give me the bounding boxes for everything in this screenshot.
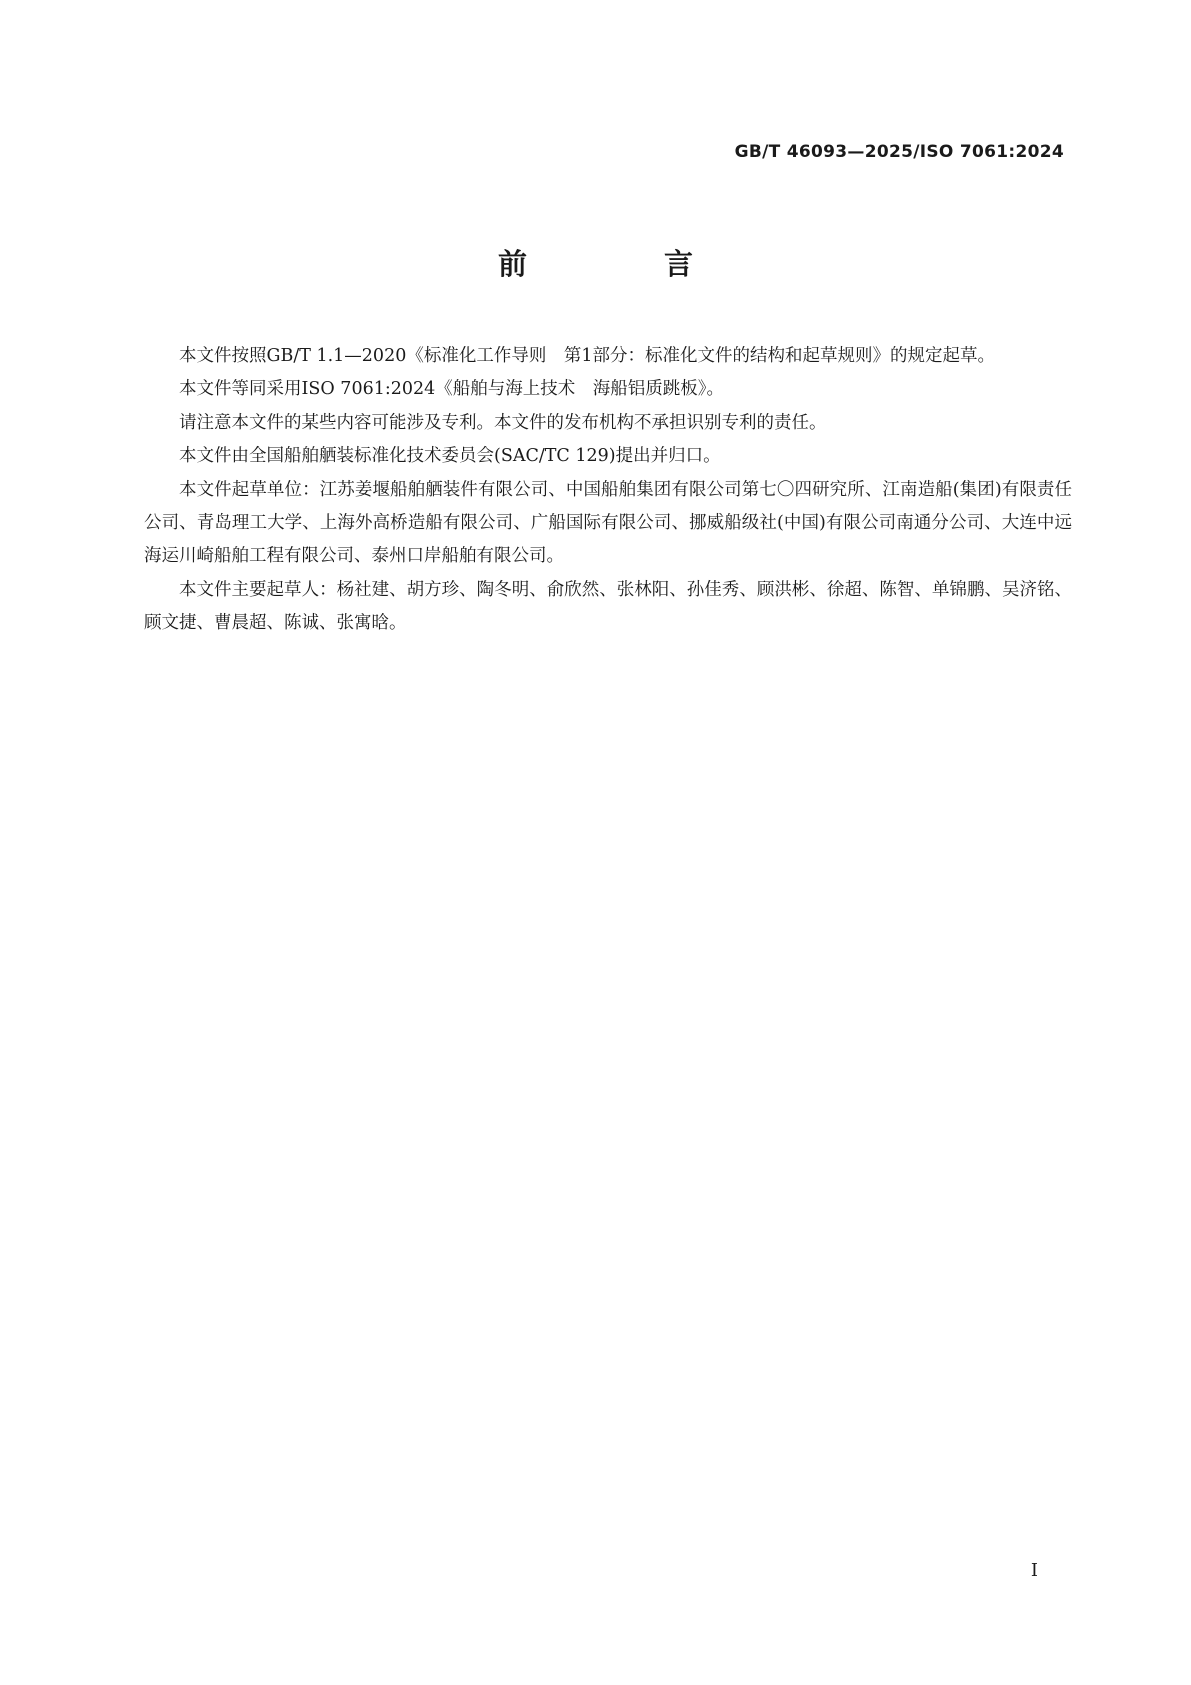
standard-code: GB/T 46093—2025/ISO 7061:2024 [734,142,1064,162]
paragraph-iso-adoption: 本文件等同采用ISO 7061:2024《船舶与海上技术 海船铝质跳板》。 [179,379,725,400]
paragraph-main-drafters: 本文件主要起草人：杨社建、胡方珍、陶冬明、俞欣然、张林阳、孙佳秀、顾洪彬、徐超、陈智、单锦鹏、吴济铭、顾文捷、曹晨超、陈诚、张寓晗。 [144,579,1072,634]
page-title: 前 言 [497,247,747,281]
paragraph-patent-notice: 请注意本文件的某些内容可能涉及专利。本文件的发布机构不承担识别专利的责任。 [179,412,827,433]
paragraph-drafting-units: 本文件起草单位：江苏姜堰船舶舾装件有限公司、中国船舶集团有限公司第七〇四研究所、江南造船(集团)有限责任公司、青岛理工大学、上海外高桥造船有限公司、广船国际有限公司、挪威船级社(中国)有限公司南通分公司、大连中远海运川崎船舶工程有限公司、泰州口岸船舶有限公司。 [144,479,1072,567]
paragraph-drafting-rules: 本文件按照GB/T 1.1—2020《标准化工作导则 第1部分：标准化文件的结构和起草规则》的规定起草。 [179,346,995,366]
page-number: I [1030,1560,1038,1581]
paragraph-proposing-committee: 本文件由全国船舶舾装标准化技术委员会(SAC/TC 129)提出并归口。 [179,446,721,467]
foreword-body [144,340,1072,641]
